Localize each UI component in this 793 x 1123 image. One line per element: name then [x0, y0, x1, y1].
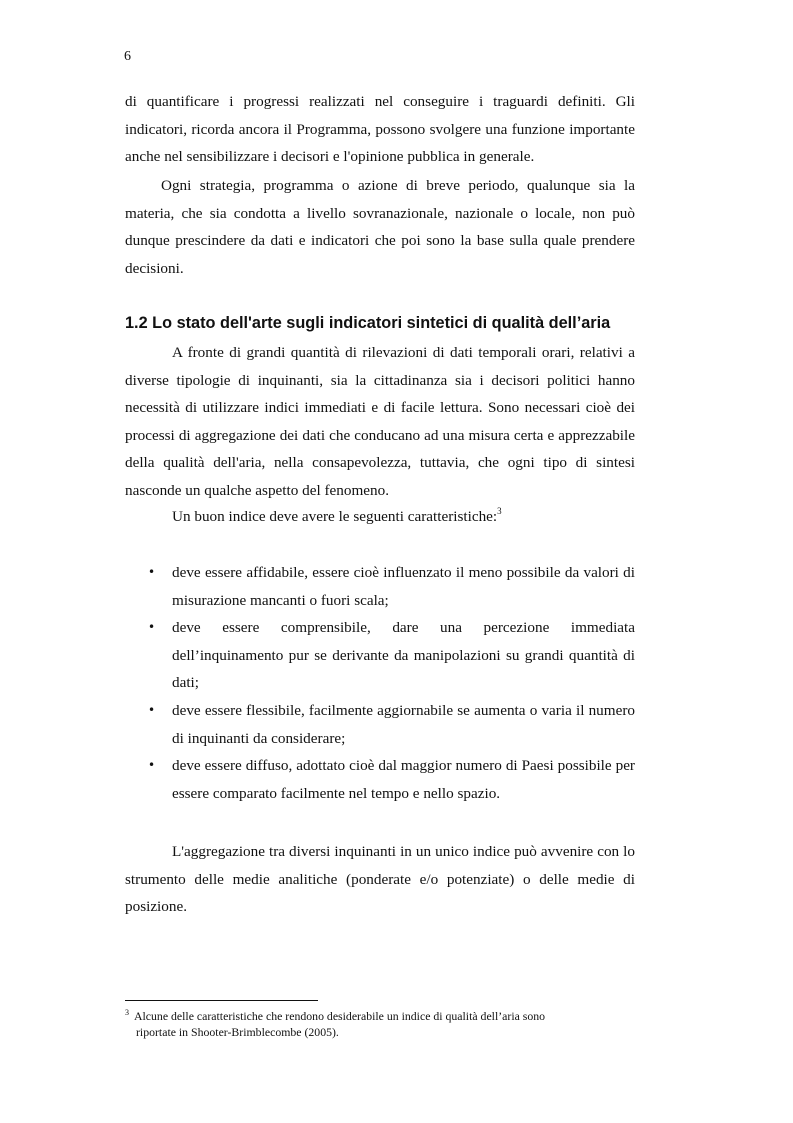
- paragraph-5: L'aggregazione tra diversi inquinanti in un unico indice può avvenire con lo strumento delle medie analitiche (ponderate e/o potenziate) o delle medie di posizione.: [125, 843, 635, 916]
- list-item-text: deve essere flessibile, facilmente aggiornabile se aumenta o varia il numero di inquinanti da considerare;: [172, 701, 635, 747]
- list-item: [125, 559, 635, 614]
- list-item-text: deve essere affidabile, essere cioè influenzato il meno possibile da valori di misurazione mancanti o fuori scala;: [172, 564, 635, 609]
- list-item-text: deve essere diffuso, adottato cioè dal maggior numero di Paesi possibile per essere comparato facilmente nel tempo e nello spazio.: [172, 757, 635, 802]
- footnote: [125, 1008, 635, 1040]
- footnote-reference: 3: [497, 506, 502, 516]
- list-item: [125, 697, 635, 752]
- footnote-separator: [125, 1000, 318, 1001]
- list-item-text: deve essere comprensibile, dare una percezione immediata dell’inquinamento pur se derivante da manipolazioni su grandi quantità di dati;: [172, 619, 635, 692]
- section-heading: 1.2 Lo stato dell'arte sugli indicatori sintetici di qualità dell’aria: [125, 314, 611, 332]
- footnote-line-1: Alcune delle caratteristiche che rendono desiderabile un indice di qualità dell’aria sono: [134, 1009, 546, 1023]
- list-item: [125, 614, 635, 697]
- page-number: 6: [124, 49, 131, 64]
- paragraph-3: A fronte di grandi quantità di rilevazioni di dati temporali orari, relativi a diverse tipologie di inquinanti, sia la cittadinanza sia i decisori politici hanno necessità di utilizzare indici immediati e di facile lettura. Sono necessari cioè dei processi di aggregazione dei dati che conducano ad una misura certa e apprezzabile della qualità dell'aria, nella consapevolezza, tuttavia, che ogni tipo di sintesi nasconde un qualche aspetto del fenomeno.: [125, 344, 635, 499]
- bullet-icon: •: [148, 702, 156, 717]
- footnote-line-2: riportate in Shooter-Brimblecombe (2005).: [136, 1025, 339, 1039]
- paragraph-2: Ogni strategia, programma o azione di breve periodo, qualunque sia la materia, che sia condotta a livello sovranazionale, nazionale o locale, non può dunque prescindere da dati e indicatori che poi sono la base sulla quale prendere decisioni.: [125, 177, 635, 277]
- bullet-icon: •: [148, 620, 156, 635]
- paragraph-4-text: Un buon indice deve avere le seguenti caratteristiche:: [172, 508, 498, 525]
- bullet-icon: •: [148, 565, 156, 579]
- paragraph-1: di quantificare i progressi realizzati nel conseguire i traguardi definiti. Gli indicatori, ricorda ancora il Programma, possono svolgere una funzione importante anche nel sensibilizzare i decisori e l'opinione pubblica in generale.: [125, 93, 635, 166]
- paragraph-4: [125, 503, 635, 531]
- bullet-icon: •: [148, 758, 156, 773]
- characteristics-list: [125, 559, 635, 807]
- list-item: [125, 752, 635, 807]
- footnote-marker: 3: [125, 1008, 129, 1017]
